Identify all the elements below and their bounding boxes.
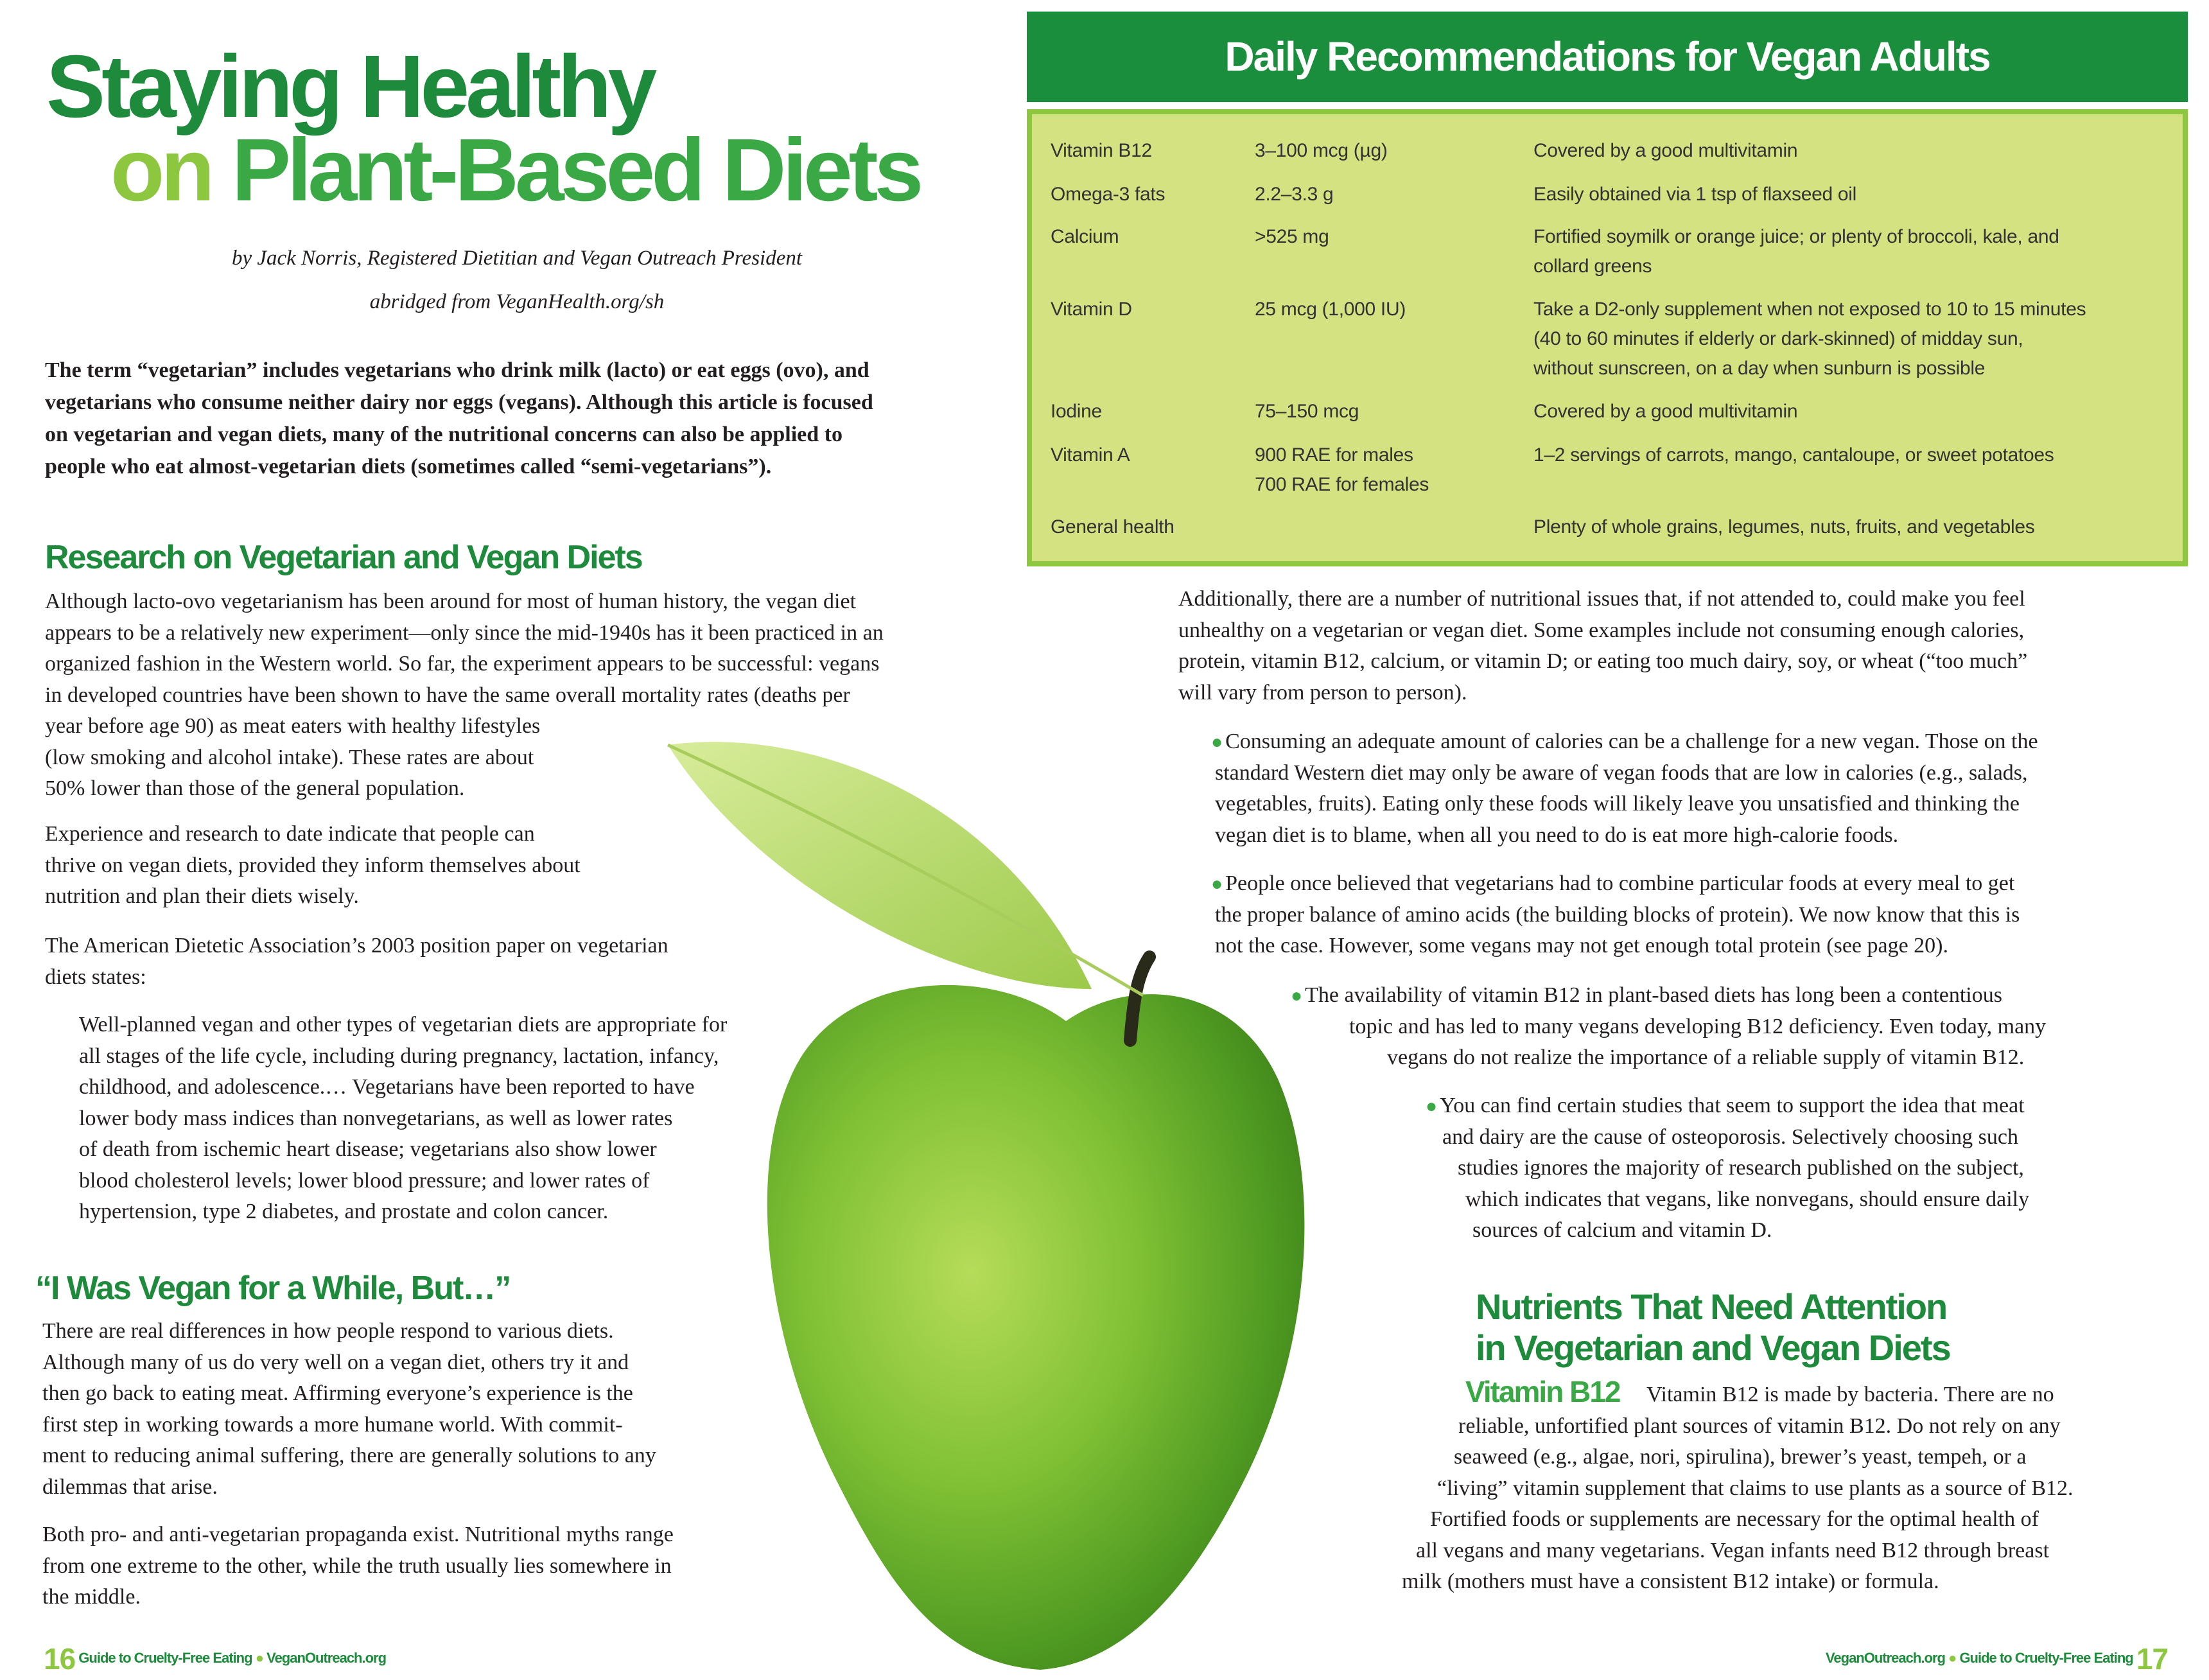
text-line: childhood, and adolescence.… Vegetarians have been reported to have [79,1075,695,1099]
text-line: nutrition and plan their diets wisely. [45,884,359,908]
table-title: Daily Recommendations for Vegan Adults [1027,12,2188,102]
table-source: Covered by a good multivitamin [1533,401,1798,422]
research-p1-line [45,618,884,649]
bullet-line [1211,726,2038,758]
table-source: without sunscreen, on a day when sunburn is possible [1533,358,1986,379]
quote-line [79,1041,719,1072]
text-line: will vary from person to person). [1178,680,1467,704]
title-on: on [110,121,211,220]
text-line: Experience and research to date indicate that people can [45,822,535,846]
table-source: Easily obtained via 1 tsp of flaxseed oil [1533,184,1857,205]
text-line: diets states: [45,965,146,989]
quote-line [79,1010,727,1040]
text-line: The American Dietetic Association’s 2003 position paper on vegetarian [45,934,668,958]
text-line: sources of calcium and vitamin D. [1472,1218,1772,1242]
text-line: vegetables, fruits). Eating only these foods will likely leave you unsatisfied and thinking the [1215,792,2020,816]
text-line: reliable, unfortified plant sources of vitamin B12. Do not rely on any [1458,1413,2061,1438]
research-p3-line [45,931,668,961]
text-line: lower body mass indices than nonvegetarians, as well as lower rates [79,1106,673,1130]
text-line: blood cholesterol levels; lower blood pressure; and lower rates of [79,1168,650,1193]
text-line: on vegetarian and vegan diets, many of the nutritional concerns can also be applied to [45,423,843,446]
text-line: of death from ischemic heart disease; vegetarians also show lower [79,1137,657,1161]
text-line: thrive on vegan diets, provided they inform themselves about [45,853,581,877]
text-line: Although many of us do very well on a vegan diet, others try it and [42,1350,629,1374]
table-amount: 25 mcg (1,000 IU) [1255,299,1406,320]
bullet-line [1387,1042,2024,1073]
intro-line [45,451,771,482]
text-line: standard Western diet may only be aware of vegan foods that are low in calories (e.g., salads, [1215,760,2028,785]
apple-body [767,985,1305,1670]
text-line: The availability of vitamin B12 in plant-based diets has long been a contentious [1305,983,2002,1007]
research-p1-line [45,742,534,773]
table-nutrient: Vitamin A [1051,444,1130,466]
footer-separator: ● [255,1649,263,1666]
text-line: not the case. However, some vegans may not get enough total protein (see page 20). [1215,934,1949,958]
text-line: year before age 90) as meat eaters with healthy lifestyles [45,714,541,738]
table-amount: 75–150 mcg [1255,401,1359,422]
table-nutrient: Calcium [1051,226,1119,247]
b12-line [1437,1473,2074,1504]
vegan-while-p1-line [42,1410,623,1440]
table-source: 1–2 servings of carrots, mango, cantaloupe, or sweet potatoes [1533,444,2054,466]
vegan-while-p1-line [42,1440,656,1471]
footer-right-site[interactable]: VeganOutreach.org [1825,1649,1945,1666]
title-line2 [110,121,920,220]
research-p2-line [45,850,581,881]
text-line: Vitamin B12 is made by bacteria. There are no [1646,1383,2054,1406]
research-p1-line [45,586,856,617]
table-nutrient: Vitamin D [1051,299,1132,320]
text-line: all stages of the life cycle, including during pregnancy, lactation, infancy, [79,1044,719,1068]
text-line: Well-planned vegan and other types of vegetarian diets are appropriate for [79,1013,728,1037]
text-line: Although lacto-ovo vegetarianism has been around for most of human history, the vegan diet [45,590,857,613]
table-amount: >525 mg [1255,226,1329,247]
vegan-while-p1-line [42,1472,218,1503]
table-amount: 3–100 mcg (µg) [1255,140,1388,161]
text-line: Fortified foods or supplements are necessary for the optimal health of [1430,1507,2039,1531]
vegan-while-p1-line [42,1347,629,1378]
green-apple-image [642,719,1451,1680]
b12-line [1430,1504,2039,1535]
footer-left [44,1641,386,1676]
text-line: then go back to eating meat. Affirming everyone’s experience is the [42,1381,633,1405]
quote-line [79,1166,649,1196]
table-source: Plenty of whole grains, legumes, nuts, fruits, and vegetables [1533,516,2035,538]
footer-separator: ● [1948,1649,1957,1666]
text-line: from one extreme to the other, while the truth usually lies somewhere in [42,1553,672,1578]
text-line: the middle. [42,1585,141,1609]
text-line: You can find certain studies that seem to support the idea that meat [1440,1094,2025,1117]
b12-line [1454,1442,2027,1473]
table-nutrient: Omega-3 fats [1051,184,1166,205]
bullet-line [1291,980,2002,1011]
issues-line [1178,678,1467,708]
text-line: in developed countries have been shown to have the same overall mortality rates (deaths per [45,683,850,707]
nutrients-heading-1: Nutrients That Need Attention [1476,1286,1947,1327]
footer-left-site[interactable]: VeganOutreach.org [266,1649,387,1666]
research-p3-line [45,962,146,993]
research-p1-line [45,711,540,742]
bullet-icon: ● [1426,1096,1438,1117]
quote-line [79,1134,657,1165]
bullet-line [1211,868,2014,900]
text-line: “living” vitamin supplement that claims to use plants as a source of B12. [1437,1476,2074,1500]
page-number-left: 16 [44,1642,76,1676]
issues-line [1178,615,2024,646]
vegan-while-p1-line [42,1316,614,1347]
page-number-right: 17 [2136,1642,2168,1676]
b12-line [1458,1411,2061,1442]
text-line: (low smoking and alcohol intake). These rates are about [45,745,534,769]
table-nutrient: General health [1051,516,1174,538]
footer-right-guide: Guide to Cruelty-Free Eating [1959,1649,2133,1666]
bullet-line [1472,1215,1772,1246]
bullet-line [1215,758,2028,789]
bullet-line [1215,820,1898,851]
text-line: dilemmas that arise. [42,1474,218,1499]
vegan-while-p2-line [42,1519,674,1550]
footer-left-guide: Guide to Cruelty-Free Eating [78,1649,252,1666]
text-line: People once believed that vegetarians had to combine particular foods at every meal to get [1225,871,2015,895]
b12-line [1416,1536,2049,1566]
text-line: appears to be a relatively new experiment—only since the mid-1940s has it been practiced in an [45,620,884,645]
bullet-icon: ● [1211,873,1223,895]
b12-line [1646,1379,2054,1410]
text-line: The term “vegetarian” includes vegetarians who drink milk (lacto) or eat eggs (ovo), and [45,358,869,382]
bullet-line [1349,1011,2046,1042]
bullet-icon: ● [1211,731,1223,753]
quote-line [79,1103,672,1134]
table-nutrient: Vitamin B12 [1051,140,1152,161]
text-line: Consuming an adequate amount of calories can be a challenge for a new vegan. Those on the [1225,730,2038,753]
vitamin-b12-label: Vitamin B12 [1465,1375,1620,1408]
bullet-line [1426,1090,2025,1122]
quote-line [79,1072,695,1103]
text-line: unhealthy on a vegetarian or vegan diet. Some examples include not consuming enough calories, [1178,618,2025,642]
text-line: studies ignores the majority of research published on the subject, [1458,1156,2024,1180]
vegan-while-p2-line [42,1551,672,1582]
abridged-source: abridged from VeganHealth.org/sh [369,290,665,313]
issues-line [1178,646,2027,677]
bullet-line [1215,900,2020,931]
title-line1: Staying Healthy [46,37,654,136]
research-heading: Research on Vegetarian and Vegan Diets [45,539,642,576]
quote-line [79,1196,608,1227]
table-source: Fortified soymilk or orange juice; or plenty of broccoli, kale, and [1533,226,2059,247]
intro-line [45,355,869,386]
title-plant-based: Plant-Based Diets [231,121,920,220]
research-p1-line [45,680,850,711]
text-line: milk (mothers must have a consistent B12 intake) or formula. [1402,1570,1939,1593]
text-line: people who eat almost-vegetarian diets (sometimes called “semi-vegetarians”). [45,455,772,478]
nutrients-heading-2: in Vegetarian and Vegan Diets [1476,1327,1950,1368]
table-source: collard greens [1533,256,1652,277]
vegan-while-p2-line [42,1582,141,1613]
table-nutrient: Iodine [1051,401,1102,422]
text-line: the proper balance of amino acids (the building blocks of protein). We now know that this is [1215,902,2020,927]
research-p2-line [45,819,535,850]
bullet-line [1215,789,2020,819]
research-p1-line [45,649,879,679]
bullet-line [1215,931,1948,961]
table-amount: 700 RAE for females [1255,474,1429,495]
vegan-while-heading: “I Was Vegan for a While, But…” [35,1270,511,1307]
table-amount: 2.2–3.3 g [1255,184,1334,205]
table-source: Covered by a good multivitamin [1533,140,1798,161]
text-line: which indicates that vegans, like nonvegans, should ensure daily [1465,1187,2030,1211]
text-line: There are real differences in how people respond to various diets. [42,1319,614,1343]
text-line: vegan diet is to blame, when all you need to do is eat more high-calorie foods. [1215,823,1899,847]
footer-right [1826,1641,2168,1676]
text-line: hypertension, type 2 diabetes, and prostate and colon cancer. [79,1200,609,1223]
byline: by Jack Norris, Registered Dietitian and Vegan Outreach President [231,247,803,270]
text-line: all vegans and many vegetarians. Vegan infants need B12 through breast [1416,1538,2050,1562]
research-p1-line [45,773,464,804]
text-line: organized fashion in the Western world. So far, the experiment appears to be successful: vegans [45,652,880,676]
bullet-line [1442,1122,2018,1153]
intro-line [45,387,873,418]
text-line: topic and has led to many vegans developing B12 deficiency. Even today, many [1349,1014,2047,1038]
table-source: Take a D2-only supplement when not exposed to 10 to 15 minutes [1533,299,2086,320]
text-line: and dairy are the cause of osteoporosis. Selectively choosing such [1442,1124,2018,1149]
text-line: vegetarians who consume neither dairy nor eggs (vegans). Although this article is focused [45,390,873,414]
text-line: vegans do not realize the importance of a reliable supply of vitamin B12. [1387,1046,2025,1069]
text-line: protein, vitamin B12, calcium, or vitamin D; or eating too much dairy, soy, or wheat (“too much” [1178,649,2028,673]
research-p2-line [45,881,359,912]
table-amount: 900 RAE for males [1255,444,1413,466]
text-line: 50% lower than those of the general population. [45,776,465,800]
text-line: first step in working towards a more humane world. With commit- [42,1412,623,1437]
issues-line [1178,584,2025,615]
b12-line [1402,1566,1939,1597]
bullet-line [1465,1184,2029,1215]
bullet-line [1458,1153,2024,1184]
intro-line [45,419,843,450]
text-line: ment to reducing animal suffering, there are generally solutions to any [42,1444,656,1467]
apple-leaf [668,742,1092,989]
text-line: Both pro- and anti-vegetarian propaganda exist. Nutritional myths range [42,1523,674,1546]
text-line: Additionally, there are a number of nutritional issues that, if not attended to, could make you feel [1178,587,2025,611]
vegan-while-p1-line [42,1378,633,1409]
table-source: (40 to 60 minutes if elderly or dark-skinned) of midday sun, [1533,328,2023,349]
text-line: seaweed (e.g., algae, nori, spirulina), brewer’s yeast, tempeh, or a [1454,1445,2027,1469]
bullet-icon: ● [1291,985,1303,1006]
